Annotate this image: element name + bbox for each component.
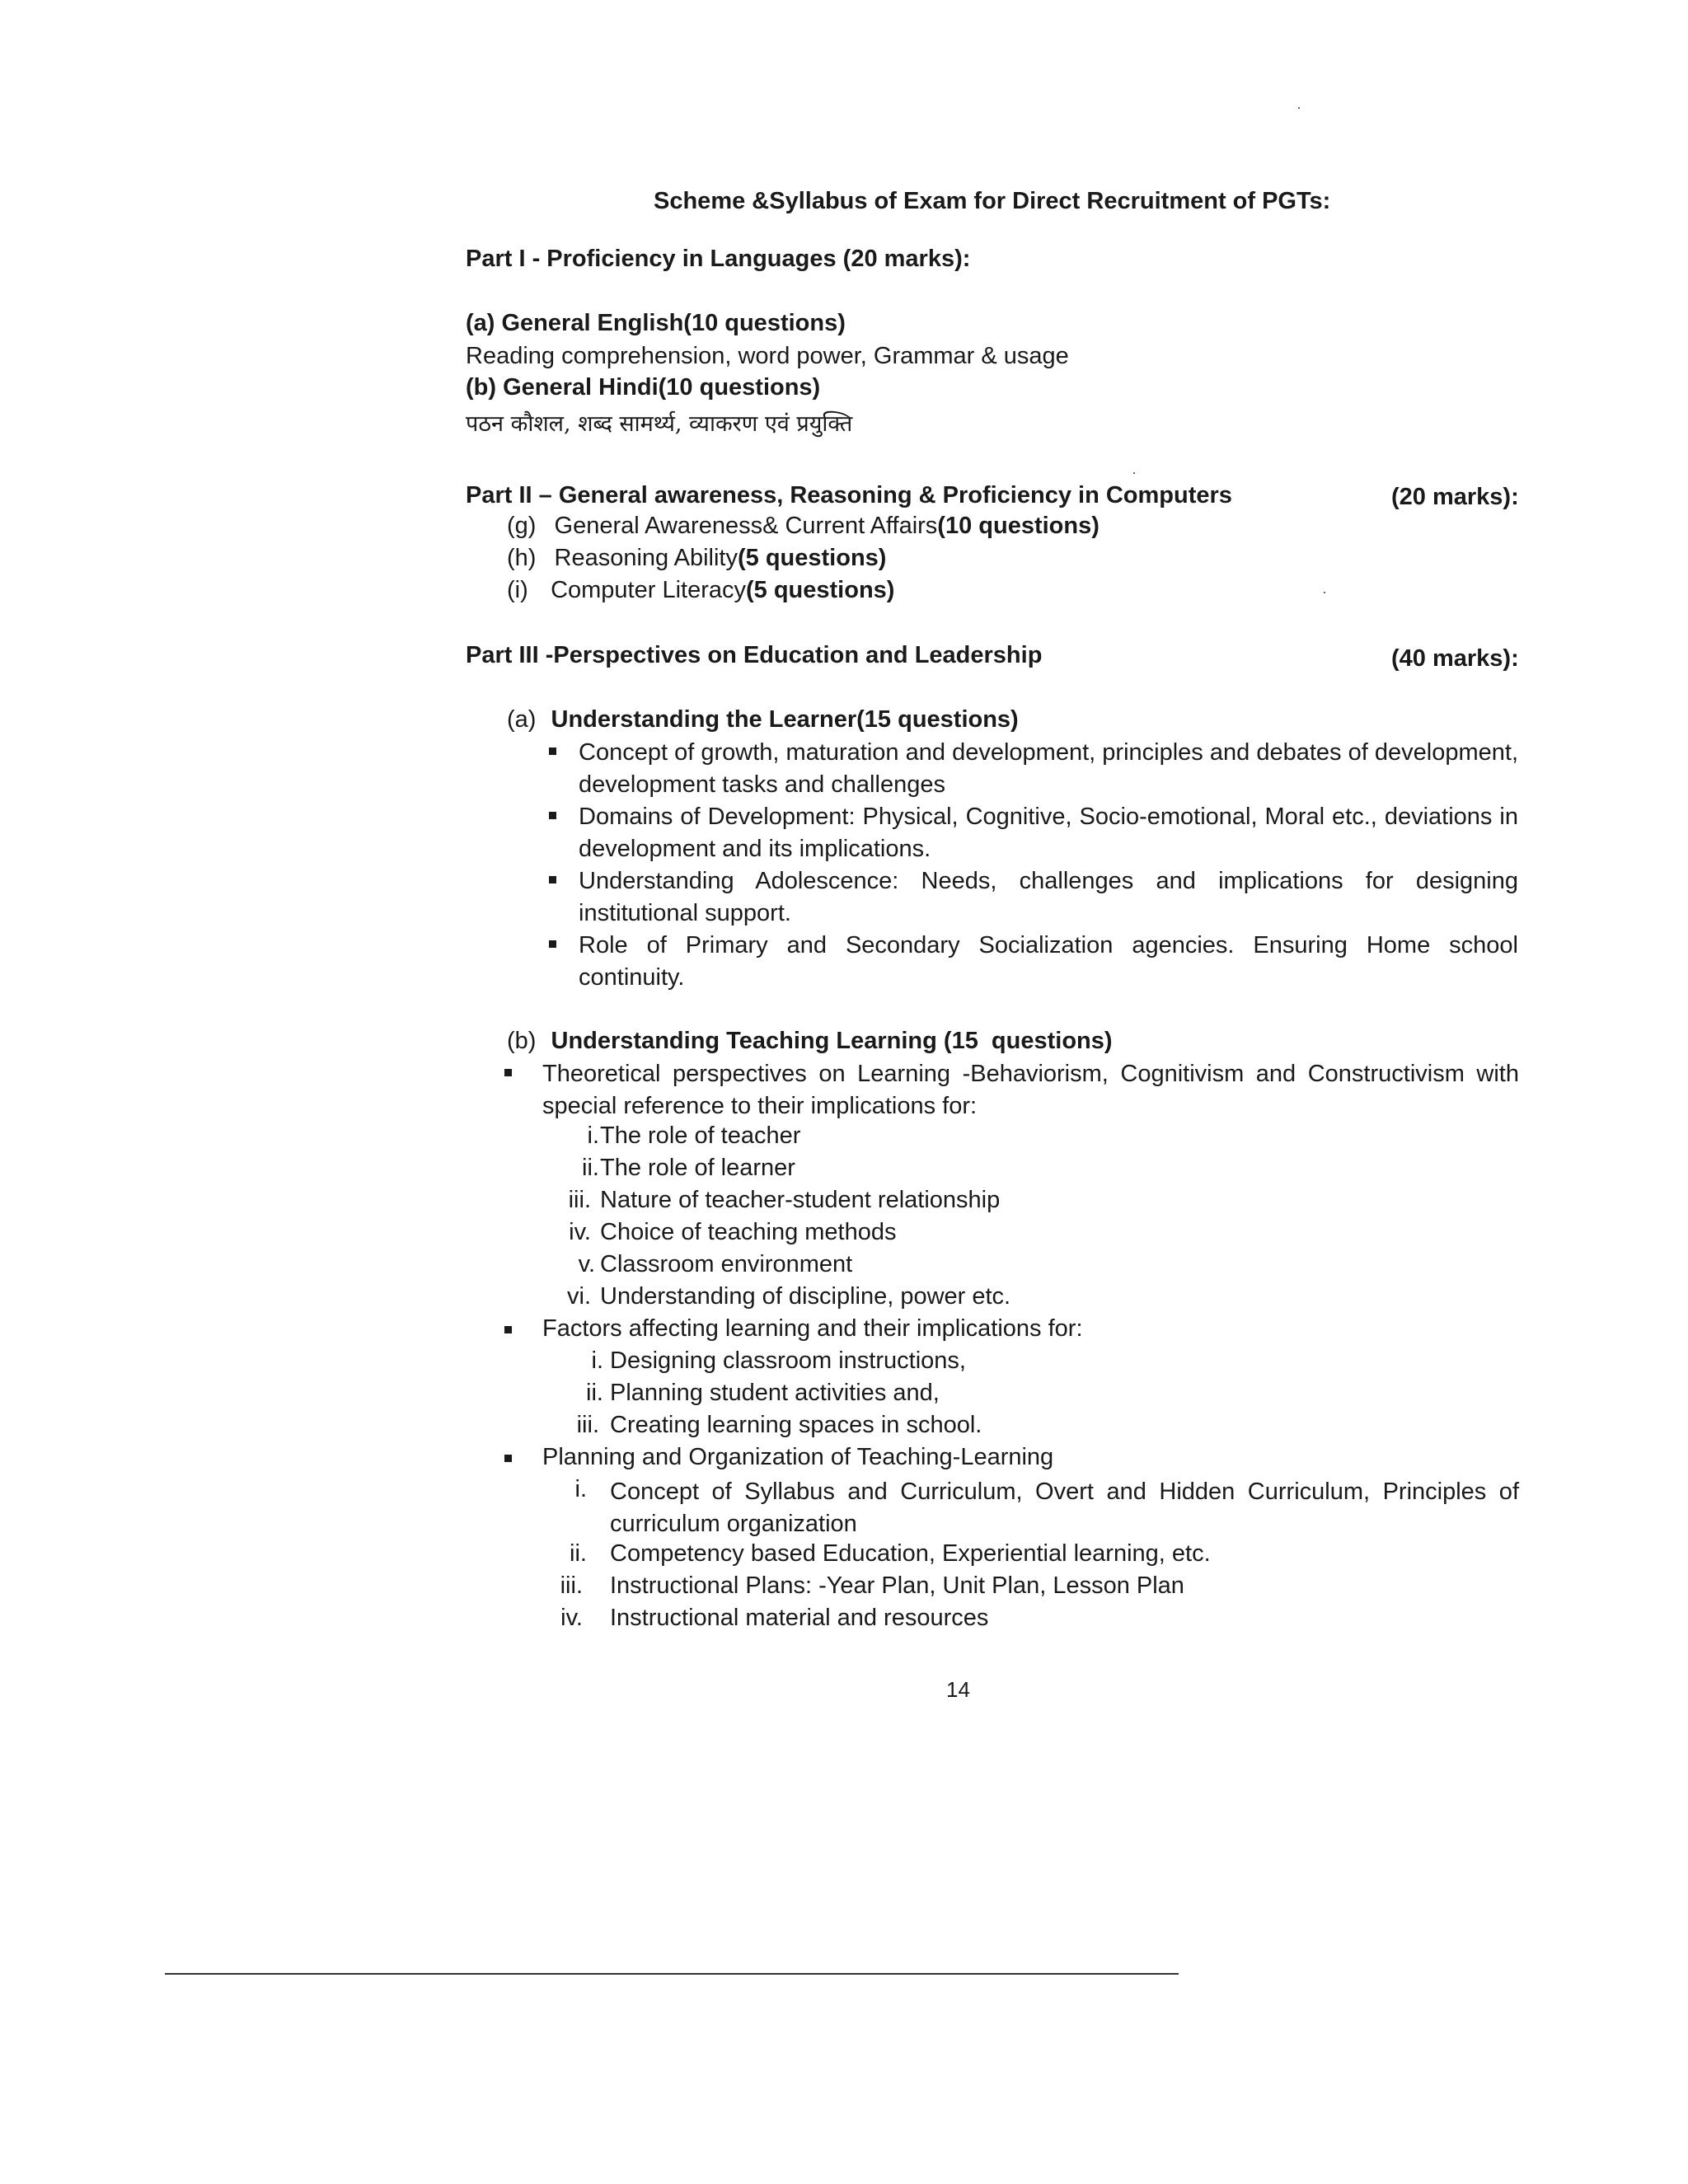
part3-a-label: (a) [507, 706, 537, 733]
part2-item-text: General Awareness& Current Affairs [554, 513, 938, 539]
part2-item-label: (h) [507, 545, 537, 571]
part1-a-text: Reading comprehension, word power, Grammar & usage [466, 343, 1069, 369]
list-item: iii. [576, 1412, 599, 1438]
part3-a-bullet-3: Understanding Adolescence: Needs, challenges and implications for designing institutional support. [579, 868, 1518, 926]
list-item: iii. [560, 1572, 583, 1599]
part3-b-label: (b) [507, 1028, 537, 1054]
part1-b-heading: (b) General Hindi(10 questions) [466, 374, 821, 401]
part1-b-text: पठन कौशल, शब्द सामर्थ्य, व्याकरण एवं प्रयुक्ति [466, 411, 853, 437]
list-item-text: Instructional material and resources [610, 1605, 989, 1631]
list-item: iii. [568, 1187, 591, 1213]
list-item-text: Planning student activities and, [610, 1380, 940, 1406]
bullet-icon [504, 1069, 512, 1076]
list-item: iv. [560, 1605, 583, 1631]
bullet-icon [549, 940, 556, 948]
scan-speck [1324, 592, 1325, 593]
list-item-text: Understanding of discipline, power etc. [600, 1283, 1011, 1310]
list-item-text: Concept of Syllabus and Curriculum, Overt and Hidden Curriculum, Principles of curriculum organization [610, 1479, 1519, 1537]
part2-item-i [507, 577, 894, 604]
part3-a-bullet-1: Concept of growth, maturation and development, principles and debates of development, development tasks and challenges [579, 739, 1518, 798]
bullet-icon [504, 1326, 512, 1333]
part3-marks: (40 marks): [1391, 645, 1519, 672]
part2-item-count: (10 questions) [937, 513, 1100, 539]
part2-marks: (20 marks): [1391, 484, 1519, 510]
part3-a-bullet-2: Domains of Development: Physical, Cognitive, Socio-emotional, Moral etc., deviations in development and its implications. [579, 804, 1518, 862]
part2-item-text: Reasoning Ability [554, 545, 738, 571]
page-title: Scheme &Syllabus of Exam for Direct Recruitment of PGTs: [654, 188, 1331, 214]
list-item-text: Competency based Education, Experiential learning, etc. [610, 1540, 1211, 1567]
list-item-text: Designing classroom instructions, [610, 1347, 966, 1374]
part3-b-bullet-1: Theoretical perspectives on Learning -Behaviorism, Cognitivism and Constructivism with special reference to their implications for: [542, 1061, 1519, 1119]
part2-item-text: Computer Literacy [551, 577, 746, 603]
list-item: vi. [567, 1283, 591, 1310]
part3-a-heading: Understanding the Learner(15 questions) [551, 706, 1019, 733]
part3-b-bullet-2: Factors affecting learning and their implications for: [542, 1315, 1083, 1342]
list-item: iv. [569, 1219, 591, 1245]
part3-heading: Part III -Perspectives on Education and Leadership [466, 642, 1043, 668]
part3-b-bullet-3: Planning and Organization of Teaching-Learning [542, 1444, 1054, 1470]
list-item: i. [574, 1476, 587, 1502]
list-item-text: Instructional Plans: -Year Plan, Unit Plan, Lesson Plan [610, 1572, 1184, 1599]
list-item-text: Creating learning spaces in school. [610, 1412, 982, 1438]
scan-speck [1298, 107, 1300, 109]
part2-item-g [507, 513, 1100, 540]
list-item-text: Classroom environment [600, 1251, 853, 1277]
part3-b-heading-row [507, 1028, 1113, 1055]
list-item-text: Choice of teaching methods [600, 1219, 897, 1245]
bullet-icon [504, 1455, 512, 1462]
part2-item-count: (5 questions) [746, 577, 895, 603]
list-item-text: Nature of teacher-student relationship [600, 1187, 1001, 1213]
footer-rule [165, 1973, 1179, 1975]
list-item-text: The role of learner [600, 1155, 795, 1181]
bullet-icon [549, 812, 556, 819]
part2-item-h [507, 545, 886, 572]
list-item: ii. [582, 1155, 599, 1181]
list-item: ii. [570, 1540, 587, 1567]
scan-speck [1133, 472, 1135, 474]
list-item: i. [587, 1122, 599, 1149]
part2-item-count: (5 questions) [738, 545, 887, 571]
part1-heading: Part I - Proficiency in Languages (20 marks): [466, 246, 971, 272]
part3-b-heading: Understanding Teaching Learning (15 questions) [551, 1028, 1113, 1054]
part1-a-heading: (a) General English(10 questions) [466, 310, 846, 336]
part2-heading: Part II – General awareness, Reasoning & Proficiency in Computers [466, 482, 1232, 509]
list-item: i. [591, 1347, 603, 1374]
page-number: 14 [946, 1677, 970, 1702]
part3-a-bullet-4: Role of Primary and Secondary Socialization agencies. Ensuring Home school continuity. [579, 932, 1518, 991]
part3-a-heading-row [507, 706, 1019, 733]
bullet-icon [549, 748, 556, 755]
list-item: ii. [586, 1380, 603, 1406]
part2-item-label: (g) [507, 513, 537, 539]
list-item: v. [578, 1251, 595, 1277]
part2-item-label: (i) [507, 577, 528, 603]
bullet-icon [549, 876, 556, 883]
list-item-text: The role of teacher [600, 1122, 801, 1149]
